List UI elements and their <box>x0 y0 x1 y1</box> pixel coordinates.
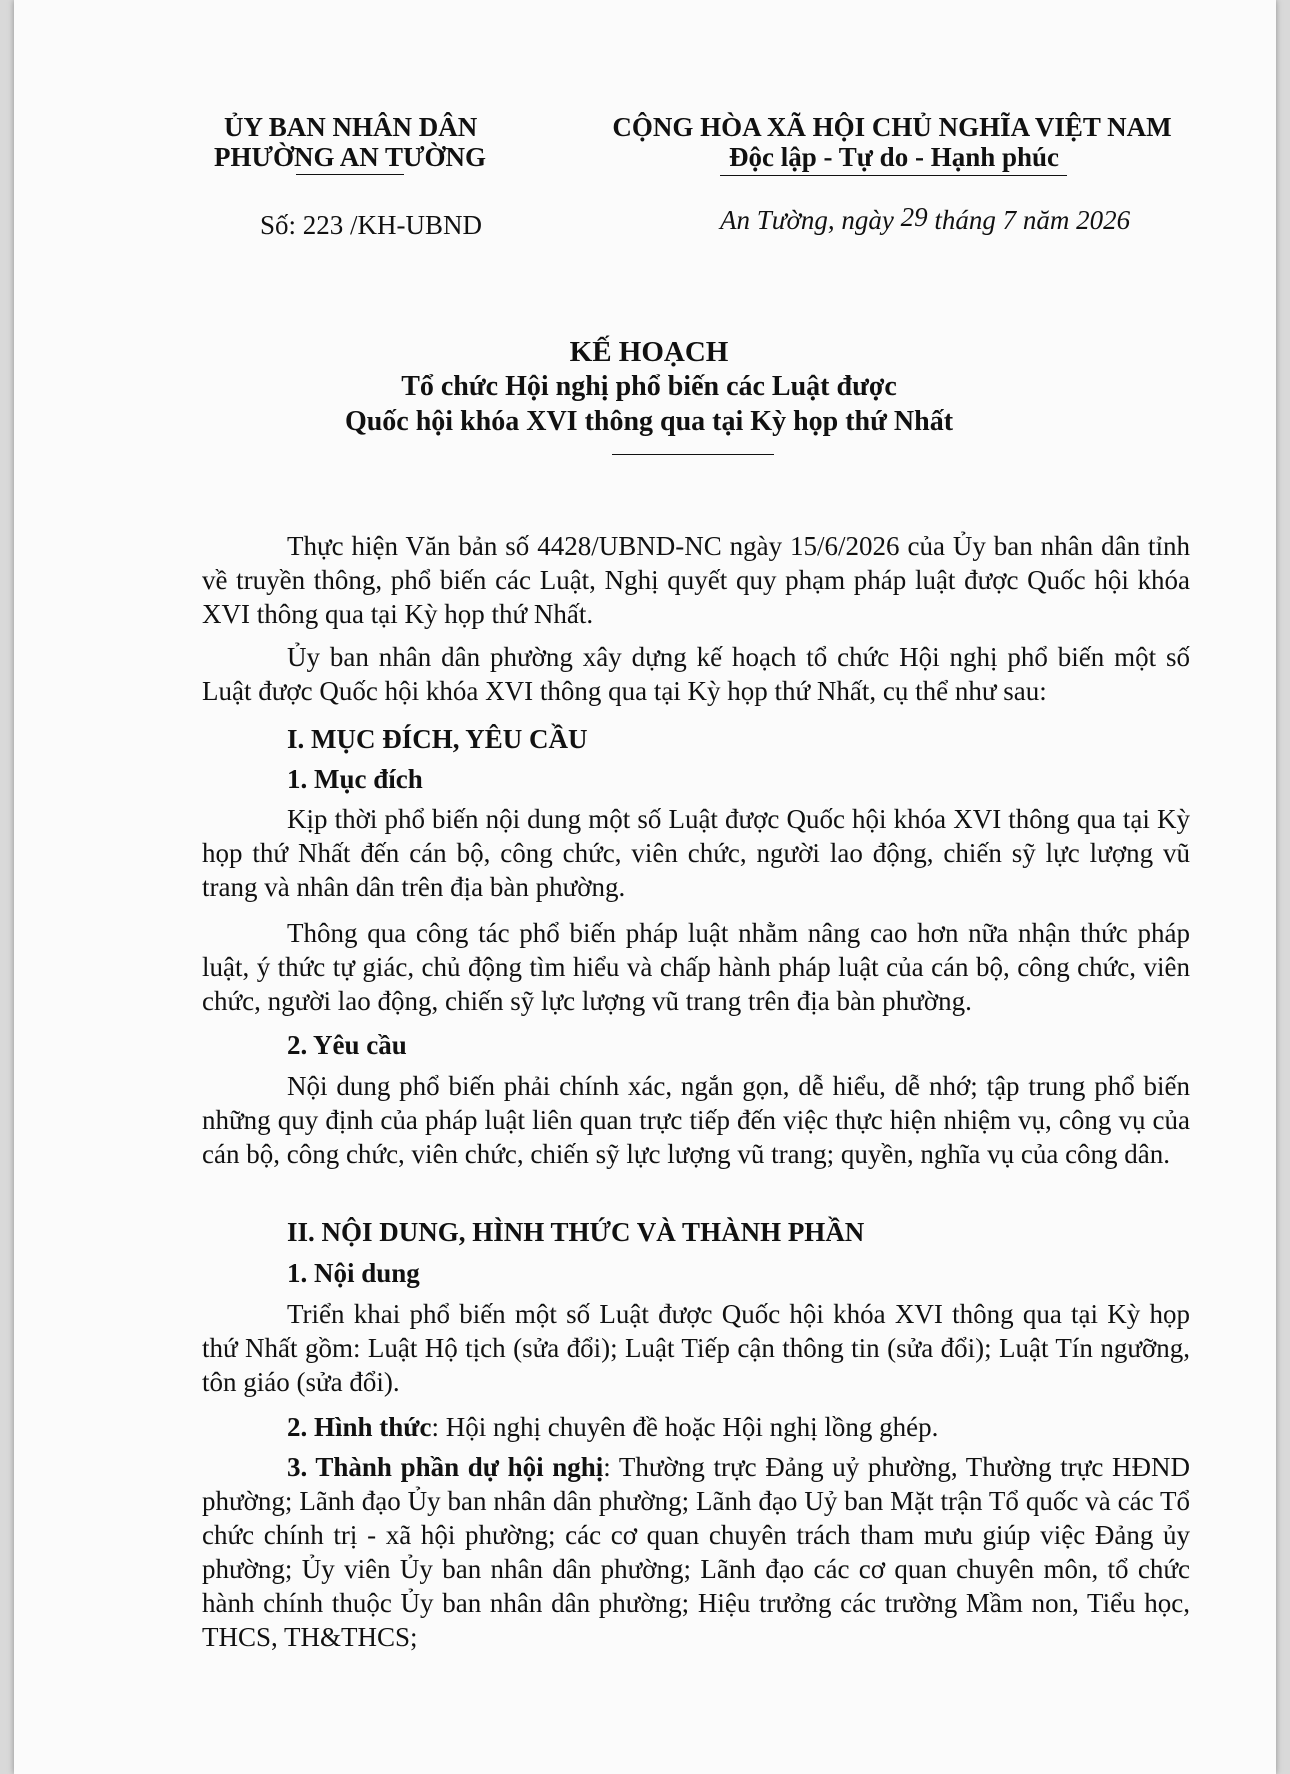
title-underline <box>612 454 774 455</box>
section-1-heading: I. MỤC ĐÍCH, YÊU CẦU <box>287 724 588 754</box>
section-2-heading: II. NỘI DUNG, HÌNH THỨC VÀ THÀNH PHẦN <box>287 1217 865 1247</box>
date-prefix: An Tường, ngày <box>720 205 901 235</box>
number-value: 223 <box>302 210 344 240</box>
participants-text: : Thường trực Đảng uỷ phường, Thường trực HĐND phường; Lãnh đạo Ủy ban nhân dân phường; Lãnh đạo Uỷ ban Mặt trận Tổ quốc và các Tổ chức chính trị - xã hội phường; các cơ quan chuyên trách tham mưu giúp việc Đảng ủy phường; Ủy viên Ủy ban nhân dân phường; Lãnh đạo các cơ quan chuyên môn, tổ chức hành chính thuộc Ủy ban nhân dân phường; Hiệu trưởng các trường Mầm non, Tiểu học, THCS, TH&THCS; <box>202 1452 1190 1652</box>
document-page <box>14 0 1276 1774</box>
number-prefix: Số: <box>260 210 303 240</box>
date-suffix: tháng 7 năm 2026 <box>927 205 1131 235</box>
document-number <box>260 210 482 241</box>
motto-underline <box>720 175 1067 176</box>
participants-paragraph <box>202 1450 1190 1654</box>
format-label: 2. Hình thức <box>287 1412 432 1442</box>
section-1-1-heading: 1. Mục đích <box>287 764 423 794</box>
purpose-paragraph-2: Thông qua công tác phổ biến pháp luật nhằm nâng cao hơn nữa nhận thức pháp luật, ý thức tự giác, chủ động tìm hiểu và chấp hành pháp luật của cán bộ, công chức, viên chức, người lao động, chiến sỹ lực lượng vũ trang trên địa bàn phường. <box>202 918 1190 1016</box>
section-2-1-heading: 1. Nội dung <box>287 1258 420 1288</box>
issuer-line1: ỦY BAN NHÂN DÂN <box>224 112 478 142</box>
issuer-line2: PHƯỜNG AN TƯỜNG <box>214 142 487 172</box>
participants-label: 3. Thành phần dự hội nghị <box>287 1452 604 1482</box>
number-suffix: /KH-UBND <box>343 210 483 240</box>
document-title: KẾ HOẠCH <box>569 336 729 368</box>
document-subtitle-line2: Quốc hội khóa XVI thông qua tại Kỳ họp thứ Nhất <box>344 406 954 437</box>
section-1-2-heading: 2. Yêu cầu <box>287 1030 407 1060</box>
date-day: 29 <box>900 202 928 232</box>
document-subtitle-line1: Tổ chức Hội nghị phổ biến các Luật được <box>401 371 897 402</box>
requirement-paragraph: Nội dung phổ biến phải chính xác, ngắn gọn, dễ hiểu, dễ nhớ; tập trung phổ biến những quy định của pháp luật liên quan trực tiếp đến việc thực hiện nhiệm vụ, công vụ của cán bộ, công chức, viên chức, chiến sỹ lực lượng vũ trang; quyền, nghĩa vụ của công dân. <box>202 1071 1190 1169</box>
intro-paragraph-2: Ủy ban nhân dân phường xây dựng kế hoạch tổ chức Hội nghị phổ biến một số Luật được Quốc hội khóa XVI thông qua tại Kỳ họp thứ Nhất, cụ thể như sau: <box>202 642 1190 706</box>
purpose-paragraph-1: Kịp thời phổ biến nội dung một số Luật được Quốc hội khóa XVI thông qua tại Kỳ họp thứ Nhất đến cán bộ, công chức, viên chức, người lao động, chiến sỹ lực lượng vũ trang và nhân dân trên địa bàn phường. <box>202 804 1190 902</box>
format-paragraph <box>202 1410 1190 1444</box>
national-motto: Độc lập - Tự do - Hạnh phúc <box>728 142 1060 172</box>
national-title: CỘNG HÒA XÃ HỘI CHỦ NGHĨA VIỆT NAM <box>612 112 1172 142</box>
format-text: : Hội nghị chuyên đề hoặc Hội nghị lồng ghép. <box>431 1412 939 1442</box>
issuer-underline <box>296 174 404 175</box>
document-date <box>720 202 1131 236</box>
content-paragraph: Triển khai phổ biến một số Luật được Quốc hội khóa XVI thông qua tại Kỳ họp thứ Nhất gồm: Luật Hộ tịch (sửa đổi); Luật Tiếp cận thông tin (sửa đổi); Luật Tín ngưỡng, tôn giáo (sửa đổi). <box>202 1299 1190 1397</box>
intro-paragraph-1: Thực hiện Văn bản số 4428/UBND-NC ngày 15/6/2026 của Ủy ban nhân dân tỉnh về truyền thông, phổ biến các Luật, Nghị quyết quy phạm pháp luật được Quốc hội khóa XVI thông qua tại Kỳ họp thứ Nhất. <box>202 531 1190 629</box>
